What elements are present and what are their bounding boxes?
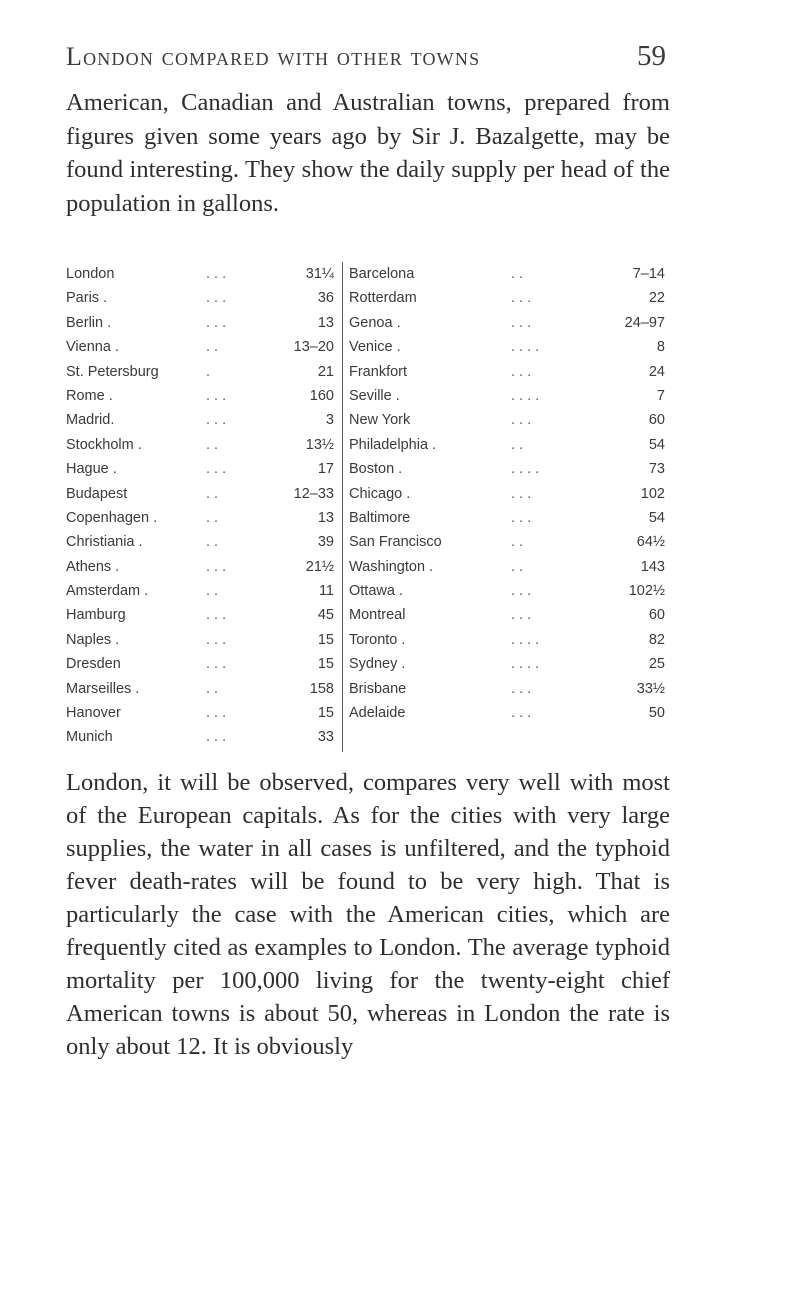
gallons-value: 50 xyxy=(648,705,665,722)
gallons-value: 13 xyxy=(317,314,334,331)
table-row xyxy=(66,555,338,579)
gallons-value: 11 xyxy=(318,583,334,600)
table-row xyxy=(66,384,338,408)
table-row xyxy=(66,433,338,457)
table-row xyxy=(349,603,670,627)
table-column-left xyxy=(66,262,338,750)
leader-dots: . . . xyxy=(206,266,227,282)
leader-dots: . . xyxy=(206,509,219,526)
table-column-right xyxy=(349,262,670,725)
city-name: Dresden xyxy=(66,656,121,673)
table-row xyxy=(66,408,338,432)
gallons-value: 24 xyxy=(648,363,665,380)
table-row xyxy=(66,482,338,506)
city-name: San Francisco xyxy=(349,534,442,551)
table-row xyxy=(66,286,338,310)
leader-dots: . . . xyxy=(511,680,532,697)
leader-dots: . . . xyxy=(206,387,227,404)
leader-dots: . . xyxy=(206,583,219,600)
table-row xyxy=(349,433,670,457)
table-row xyxy=(66,262,338,286)
gallons-value: 13–20 xyxy=(293,339,334,356)
gallons-value: 13 xyxy=(317,509,334,526)
table-row xyxy=(349,701,670,725)
table-row xyxy=(66,677,338,701)
leader-dots: . . . xyxy=(511,412,532,429)
city-name: Rome . xyxy=(66,387,113,404)
leader-dots: . . . xyxy=(206,729,227,746)
city-name: Christiania . xyxy=(66,534,143,551)
city-name: Sydney . xyxy=(349,656,406,673)
running-title: London compared with other towns xyxy=(66,42,481,71)
gallons-value: 60 xyxy=(648,412,665,429)
gallons-value: 24–97 xyxy=(624,314,665,331)
city-name: Venice . xyxy=(349,339,401,356)
gallons-value: 12–33 xyxy=(293,485,334,502)
running-head xyxy=(66,42,666,82)
gallons-value: 22 xyxy=(648,290,665,307)
gallons-value: 160 xyxy=(309,387,334,404)
city-name: Stockholm . xyxy=(66,436,142,453)
city-name: Washington . xyxy=(349,558,434,575)
leader-dots: . . xyxy=(206,680,219,697)
leader-dots: . . . xyxy=(206,290,227,307)
city-name: Barcelona xyxy=(349,266,415,282)
leader-dots: . . xyxy=(206,534,219,551)
intro-paragraph: American, Canadian and Australian towns, prepared from figures given some years ago by Sir J. Bazalgette, may be found interesting. They show the daily supply per head of the population in gallons. xyxy=(66,89,670,217)
table-row xyxy=(349,506,670,530)
body-paragraph: London, it will be observed, compares very well with most of the European capitals. As for the cities with very large supplies, the water in all cases is unfiltered, and the typhoid fever death-rates will be found to be very high. That is particularly the case with the American cities, which are frequently cited as examples to London. The average typhoid mortality per 100,000 living for the twenty-eight chief American towns is about 50, whereas in London the rate is only about 12. It is obviously xyxy=(66,769,670,1060)
gallons-value: 45 xyxy=(317,607,334,624)
gallons-value: 73 xyxy=(648,461,665,478)
gallons-value: 36 xyxy=(317,290,334,307)
city-name: Genoa . xyxy=(349,314,401,331)
gallons-value: 31¼ xyxy=(305,266,334,282)
gallons-value: 7 xyxy=(656,387,665,404)
gallons-value: 15 xyxy=(317,656,334,673)
leader-dots: . . . xyxy=(511,607,532,624)
leader-dots: . . . . xyxy=(511,631,540,648)
table-row xyxy=(349,677,670,701)
table-row xyxy=(66,628,338,652)
leader-dots: . . xyxy=(206,339,219,356)
city-name: London xyxy=(66,266,115,282)
table-row xyxy=(66,725,338,749)
gallons-value: 33½ xyxy=(636,680,665,697)
table-row xyxy=(66,530,338,554)
table-row xyxy=(349,628,670,652)
leader-dots: . . . xyxy=(206,461,227,478)
leader-dots: . . . xyxy=(511,509,532,526)
city-name: Montreal xyxy=(349,607,406,624)
city-name: Brisbane xyxy=(349,680,407,697)
leader-dots: . . xyxy=(206,436,219,453)
gallons-value: 102 xyxy=(640,485,665,502)
gallons-value: 17 xyxy=(317,461,334,478)
table-row xyxy=(349,482,670,506)
gallons-value: 54 xyxy=(648,509,665,526)
leader-dots: . . xyxy=(511,558,524,575)
city-name: Budapest xyxy=(66,485,128,502)
gallons-value: 13½ xyxy=(305,436,334,453)
leader-dots: . . . xyxy=(206,656,227,673)
table-row xyxy=(349,262,670,286)
city-name: Baltimore xyxy=(349,509,411,526)
leader-dots: . . . xyxy=(206,631,227,648)
water-supply-table xyxy=(66,262,670,752)
gallons-value: 15 xyxy=(317,631,334,648)
table-row xyxy=(66,603,338,627)
gallons-value: 54 xyxy=(648,436,665,453)
leader-dots: . . . xyxy=(206,558,227,575)
table-row xyxy=(349,555,670,579)
table-row xyxy=(66,311,338,335)
city-name: Frankfort xyxy=(349,363,408,380)
gallons-value: 7–14 xyxy=(632,266,665,282)
city-name: Toronto . xyxy=(349,631,406,648)
table-row xyxy=(66,579,338,603)
leader-dots: . . . . xyxy=(511,656,540,673)
gallons-value: 102½ xyxy=(628,583,665,600)
gallons-value: 15 xyxy=(317,705,334,722)
leader-dots: . . . xyxy=(206,607,227,624)
city-name: St. Petersburg xyxy=(66,363,159,380)
column-divider xyxy=(342,262,343,752)
city-name: Hamburg xyxy=(66,607,126,624)
table-row xyxy=(349,530,670,554)
city-name: Hague . xyxy=(66,461,117,478)
city-name: Munich xyxy=(66,729,113,746)
leader-dots: . . . xyxy=(511,314,532,331)
city-name: Amsterdam . xyxy=(66,583,149,600)
gallons-value: 8 xyxy=(656,339,665,356)
leader-dots: . . . xyxy=(511,290,532,307)
gallons-value: 82 xyxy=(648,631,665,648)
table-row xyxy=(66,652,338,676)
gallons-value: 158 xyxy=(309,680,334,697)
table-row xyxy=(349,408,670,432)
city-name: Rotterdam xyxy=(349,290,417,307)
leader-dots: . . . xyxy=(511,363,532,380)
table-row xyxy=(349,335,670,359)
leader-dots: . xyxy=(206,363,211,380)
gallons-value: 143 xyxy=(640,558,665,575)
city-name: Hanover xyxy=(66,705,121,722)
gallons-value: 39 xyxy=(317,534,334,551)
city-name: Copenhagen . xyxy=(66,509,158,526)
city-name: Marseilles . xyxy=(66,680,140,697)
table-row xyxy=(349,360,670,384)
leader-dots: . . . xyxy=(206,705,227,722)
leader-dots: . . . . xyxy=(511,461,540,478)
table-row xyxy=(349,311,670,335)
gallons-value: 33 xyxy=(317,729,334,746)
city-name: Madrid. xyxy=(66,412,115,429)
leader-dots: . . xyxy=(511,266,524,282)
table-row xyxy=(66,506,338,530)
table-row xyxy=(349,384,670,408)
gallons-value: 21 xyxy=(317,363,334,380)
city-name: Seville . xyxy=(349,387,400,404)
leader-dots: . . . xyxy=(206,314,227,331)
leader-dots: . . . xyxy=(511,583,532,600)
leader-dots: . . xyxy=(511,436,524,453)
leader-dots: . . xyxy=(511,534,524,551)
table-row xyxy=(66,335,338,359)
leader-dots: . . . xyxy=(511,485,532,502)
gallons-value: 21½ xyxy=(305,558,334,575)
leader-dots: . . . xyxy=(511,705,532,722)
table-row xyxy=(349,579,670,603)
city-name: Vienna . xyxy=(66,339,119,356)
page-number: 59 xyxy=(637,40,666,72)
city-name: Ottawa . xyxy=(349,583,403,600)
gallons-value: 60 xyxy=(648,607,665,624)
gallons-value: 25 xyxy=(648,656,665,673)
leader-dots: . . xyxy=(206,485,219,502)
leader-dots: . . . . xyxy=(511,339,540,356)
table-row xyxy=(66,701,338,725)
city-name: Adelaide xyxy=(349,705,406,722)
city-name: Paris . xyxy=(66,290,108,307)
table-row xyxy=(66,457,338,481)
city-name: Chicago . xyxy=(349,485,411,502)
gallons-value: 3 xyxy=(325,412,334,429)
city-name: Philadelphia . xyxy=(349,436,437,453)
leader-dots: . . . xyxy=(206,412,227,429)
city-name: Berlin . xyxy=(66,314,112,331)
city-name: Naples . xyxy=(66,631,120,648)
table-row xyxy=(349,652,670,676)
city-name: Athens . xyxy=(66,558,120,575)
table-row xyxy=(349,286,670,310)
city-name: New York xyxy=(349,412,411,429)
table-row xyxy=(66,360,338,384)
leader-dots: . . . . xyxy=(511,387,540,404)
city-name: Boston . xyxy=(349,461,403,478)
gallons-value: 64½ xyxy=(636,534,665,551)
table-row xyxy=(349,457,670,481)
